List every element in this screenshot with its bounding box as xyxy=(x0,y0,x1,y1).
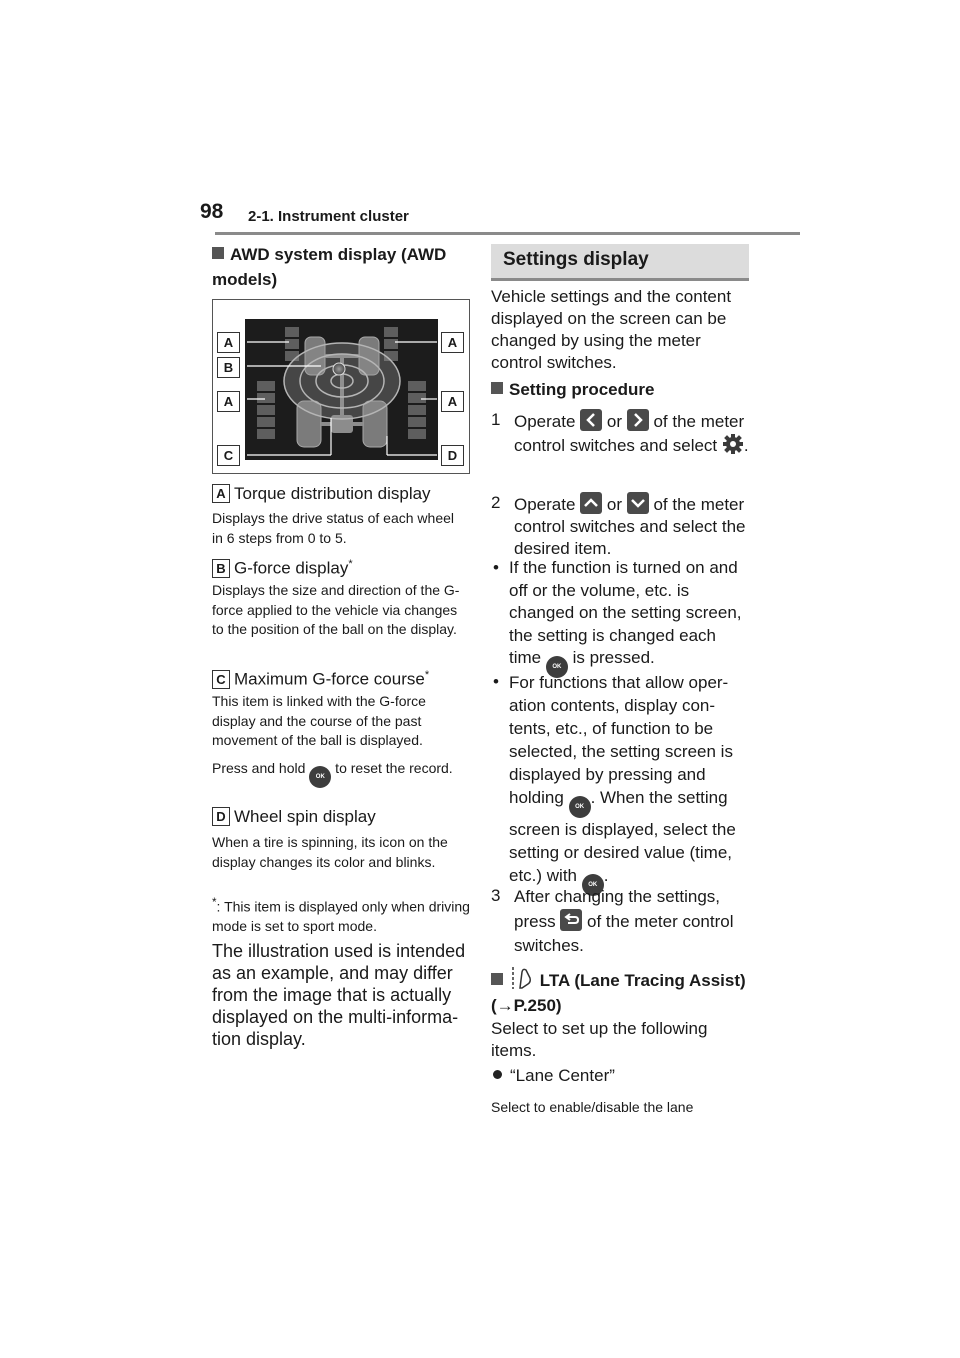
tag-a: A xyxy=(212,484,230,503)
square-bullet-icon xyxy=(212,247,224,259)
setting-procedure-heading: Setting procedure xyxy=(491,377,751,402)
settings-display-title: Settings display xyxy=(503,249,649,270)
callout-d: D xyxy=(441,445,464,466)
item-c-title: C Maximum G-force course* xyxy=(212,664,467,691)
step-2-number: 2 xyxy=(491,493,501,512)
tag-d: D xyxy=(212,807,230,826)
callout-a-front-right: A xyxy=(441,332,464,353)
item-d-title: D Wheel spin display xyxy=(212,806,467,828)
ok-button-icon: OK xyxy=(309,766,331,788)
step-2-text: Operate or of the meter control switches and select the desired item. xyxy=(514,492,750,560)
back-icon xyxy=(560,909,582,931)
round-bullet-icon xyxy=(493,1070,502,1079)
awd-figure xyxy=(212,299,470,474)
awd-heading: AWD system display (AWD models) xyxy=(212,245,447,289)
footnote: *: This item is displayed only when driving mode is set to sport mode. xyxy=(212,896,470,935)
callout-a-rear-left: A xyxy=(217,391,240,412)
lta-icon xyxy=(509,966,535,988)
section-title: 2-1. Instrument cluster xyxy=(248,208,409,225)
item-b-title: B G-force display* xyxy=(212,553,467,580)
square-bullet-icon xyxy=(491,382,503,394)
callout-leaders xyxy=(213,300,469,473)
lane-center-item: “Lane Center” xyxy=(491,1065,751,1087)
callout-a-front-left: A xyxy=(217,332,240,353)
illustration-note: The illustration used is intended as an example, and may differ from the image that is actually displayed on the multi-informa- tion display. xyxy=(212,941,466,1049)
item-b-desc: Displays the size and direction of the G-force applied to the vehicle via changes to the position of the ball on the display. xyxy=(212,582,460,637)
lta-heading: LTA (Lane Tracing Assist) (→P.250) xyxy=(491,966,753,1018)
item-c-desc: This item is linked with the G-force display and the course of the past movement of the ball is displayed. xyxy=(212,693,426,748)
bullet-1: • If the function is turned on and off or the volume, etc. is changed on the setting screen, the setting is changed each time OK is pressed. xyxy=(491,557,751,678)
ok-button-icon: OK xyxy=(569,796,591,818)
chevron-right-icon xyxy=(627,409,649,431)
settings-display-box xyxy=(491,244,749,281)
lta-intro: Select to set up the following items. xyxy=(491,1019,708,1060)
settings-intro: Vehicle settings and the content displayed on the screen can be changed by using the meter control switches. xyxy=(491,287,732,372)
tag-c: C xyxy=(212,670,230,689)
callout-c: C xyxy=(217,445,240,466)
step-3-text: After changing the settings, press of the meter control switches. xyxy=(514,887,734,955)
chevron-left-icon xyxy=(580,409,602,431)
bullet-2: • For functions that allow oper- ation contents, display con- tents, etc., of function to be selected, the setting screen is displayed by pressing and holding OK . When the setting screen is displayed, select the setting or desired value (time, etc.) with OK . xyxy=(491,671,751,896)
tag-b: B xyxy=(212,559,230,578)
item-d-desc: When a tire is spinning, its icon on the display changes its color and blinks. xyxy=(212,834,448,870)
reset-instruction: Press and hold OK to reset the record. xyxy=(212,759,467,788)
callout-b: B xyxy=(217,357,240,378)
callout-a-rear-right: A xyxy=(441,391,464,412)
item-a-title: A Torque distribution display xyxy=(212,483,467,505)
ok-button-icon: OK xyxy=(582,874,604,896)
square-bullet-icon xyxy=(491,973,503,985)
chevron-down-icon xyxy=(627,492,649,514)
lane-center-desc: Select to enable/disable the lane xyxy=(491,1099,694,1115)
page-number: 98 xyxy=(200,200,224,223)
ok-button-icon: OK xyxy=(546,656,568,678)
step-1-number: 1 xyxy=(491,410,501,429)
header-rule xyxy=(215,232,800,235)
step-3-number: 3 xyxy=(491,886,501,905)
step-1-text: Operate or of the meter control switches and select . xyxy=(514,409,750,457)
item-a-desc: Displays the drive status of each wheel in 6 steps from 0 to 5. xyxy=(212,510,455,546)
gear-icon xyxy=(722,433,744,455)
chevron-up-icon xyxy=(580,492,602,514)
